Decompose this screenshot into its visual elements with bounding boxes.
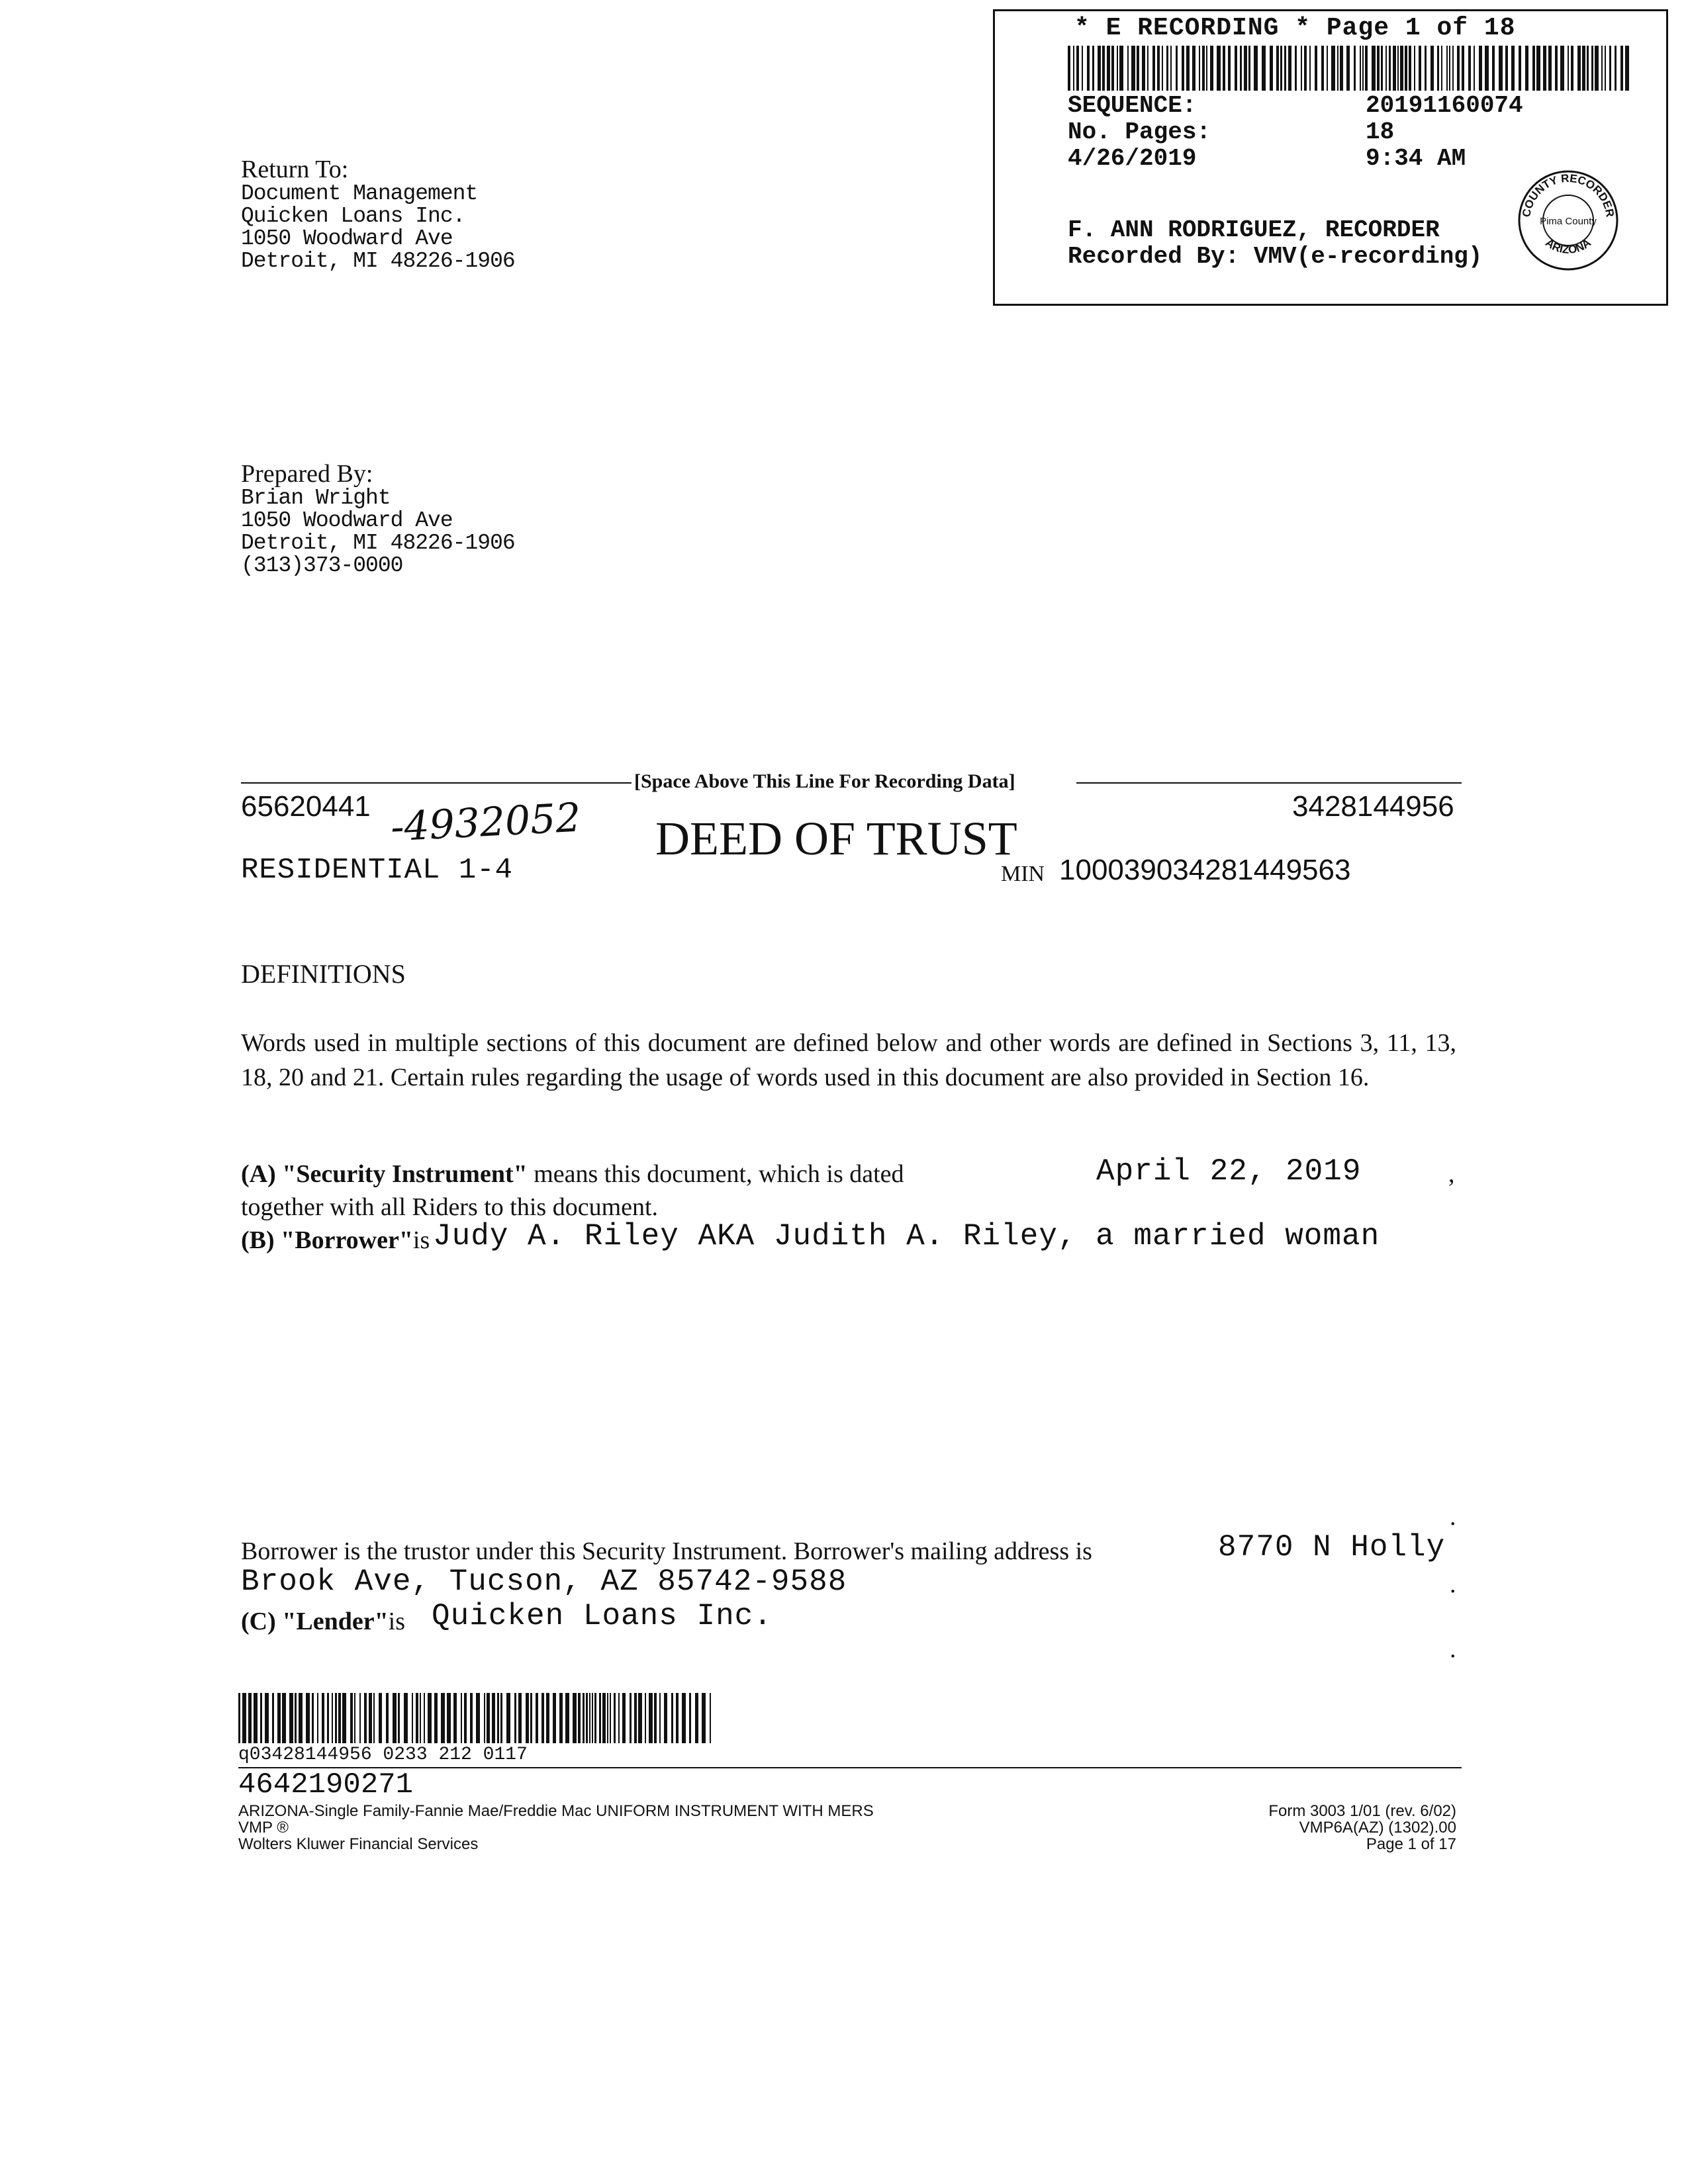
seal-center-text: Pima County — [1540, 216, 1597, 227]
stamp-barcode — [1068, 46, 1630, 91]
pages-label: No. Pages: — [1068, 118, 1211, 146]
sequence-label: SEQUENCE: — [1068, 92, 1197, 119]
prepared-by-block — [241, 461, 515, 577]
footer-rule — [238, 1767, 1462, 1768]
pages-value: 18 — [1366, 118, 1395, 146]
recording-date: 4/26/2019 — [1068, 145, 1197, 172]
mailing-address-line-1: 8770 N Holly — [1218, 1530, 1446, 1565]
recording-line-right — [1076, 782, 1462, 784]
section-a-text: means this document, which is dated — [534, 1160, 904, 1188]
seal-top-text: COUNTY RECORDER — [1520, 171, 1617, 218]
prepared-by-label: Prepared By: — [241, 460, 373, 488]
security-instrument-date: April 22, 2019 — [1096, 1154, 1362, 1189]
section-b-text: is — [412, 1226, 430, 1254]
definitions-intro: Words used in multiple sections of this document are defined below and other words are defined in Sections 3, 11, 13, 18, 20 and 21. Certain rules regarding the usage of words used in this document are also provided in Section 16. — [241, 1029, 1456, 1091]
mailing-address-line-2: Brook Ave, Tucson, AZ 85742-9588 — [241, 1565, 847, 1599]
seal-bottom-text: ARIZONA — [1543, 236, 1593, 257]
loan-number-right: 3428144956 — [1292, 790, 1454, 823]
sequence-value: 20191160074 — [1366, 92, 1523, 119]
section-c — [241, 1607, 405, 1636]
return-to-line: Quicken Loans Inc. — [241, 204, 465, 228]
section-a-continued: together with all Riders to this document. — [241, 1193, 659, 1221]
section-a — [241, 1160, 904, 1189]
footer-form-description: ARIZONA-Single Family-Fannie Mae/Freddie Mac UNIFORM INSTRUMENT WITH MERS — [238, 1802, 874, 1820]
section-b — [241, 1226, 430, 1255]
return-to-label: Return To: — [241, 156, 349, 183]
section-a-letter: (A) — [241, 1160, 276, 1188]
return-to-block — [241, 156, 515, 273]
footer-form-number: Form 3003 1/01 (rev. 6/02) — [1268, 1802, 1456, 1820]
return-to-line: Detroit, MI 48226-1906 — [241, 249, 515, 273]
section-b-term: "Borrower" — [281, 1226, 413, 1254]
barcode-text: q03428144956 0233 212 0117 — [238, 1745, 528, 1765]
prepared-by-line: Detroit, MI 48226-1906 — [241, 531, 515, 555]
footer-vmp: VMP ® — [238, 1819, 289, 1837]
address-line-2-dot: . — [1450, 1570, 1456, 1598]
section-c-term: "Lender" — [282, 1608, 389, 1635]
county-recorder-seal-icon — [1515, 167, 1621, 273]
trustor-text: Borrower is the trustor under this Security Instrument. Borrower's mailing address is — [241, 1537, 1092, 1565]
section-c-letter: (C) — [241, 1608, 276, 1635]
footer-doc-id: 4642190271 — [238, 1768, 414, 1801]
footer-left — [238, 1803, 874, 1852]
section-a-term: "Security Instrument" — [282, 1160, 528, 1188]
prepared-by-line: 1050 Woodward Ave — [241, 508, 453, 533]
recording-stamp — [993, 9, 1668, 306]
min-label: MIN — [1001, 862, 1045, 886]
definitions-heading: DEFINITIONS — [241, 959, 406, 989]
footer-page-number: Page 1 of 17 — [1366, 1835, 1456, 1853]
section-c-text: is — [388, 1608, 406, 1635]
document-title: DEED OF TRUST — [655, 812, 1017, 865]
handwritten-note: -4932052 — [389, 794, 583, 851]
footer-publisher: Wolters Kluwer Financial Services — [238, 1835, 479, 1853]
recorded-by: Recorded By: VMV(e-recording) — [1068, 243, 1483, 270]
return-to-line: 1050 Woodward Ave — [241, 226, 453, 251]
lender-name: Quicken Loans Inc. — [432, 1599, 773, 1633]
recording-line-label: [Space Above This Line For Recording Data] — [634, 770, 1015, 792]
borrower-name: Judy A. Riley AKA Judith A. Riley, a married woman — [433, 1219, 1380, 1253]
recording-line-left — [241, 782, 632, 784]
min-value: 100039034281449563 — [1059, 854, 1351, 886]
lender-dot: . — [1450, 1635, 1456, 1663]
footer-right — [1125, 1803, 1456, 1852]
document-barcode — [238, 1693, 715, 1743]
address-dot: . — [1450, 1503, 1456, 1531]
section-a-comma: , — [1448, 1160, 1455, 1188]
recording-time: 9:34 AM — [1366, 145, 1466, 172]
footer-vmp-code: VMP6A(AZ) (1302).00 — [1299, 1819, 1456, 1837]
prepared-by-line: Brian Wright — [241, 486, 391, 510]
loan-number-left: 65620441 — [241, 790, 371, 823]
return-to-line: Document Management — [241, 181, 478, 206]
residential-label: RESIDENTIAL 1-4 — [241, 854, 514, 887]
recorder-name: F. ANN RODRIGUEZ, RECORDER — [1068, 216, 1440, 244]
stamp-header: * E RECORDING * Page 1 of 18 — [1074, 14, 1516, 42]
section-b-letter: (B) — [241, 1226, 275, 1254]
prepared-by-line: (313)373-0000 — [241, 553, 403, 578]
